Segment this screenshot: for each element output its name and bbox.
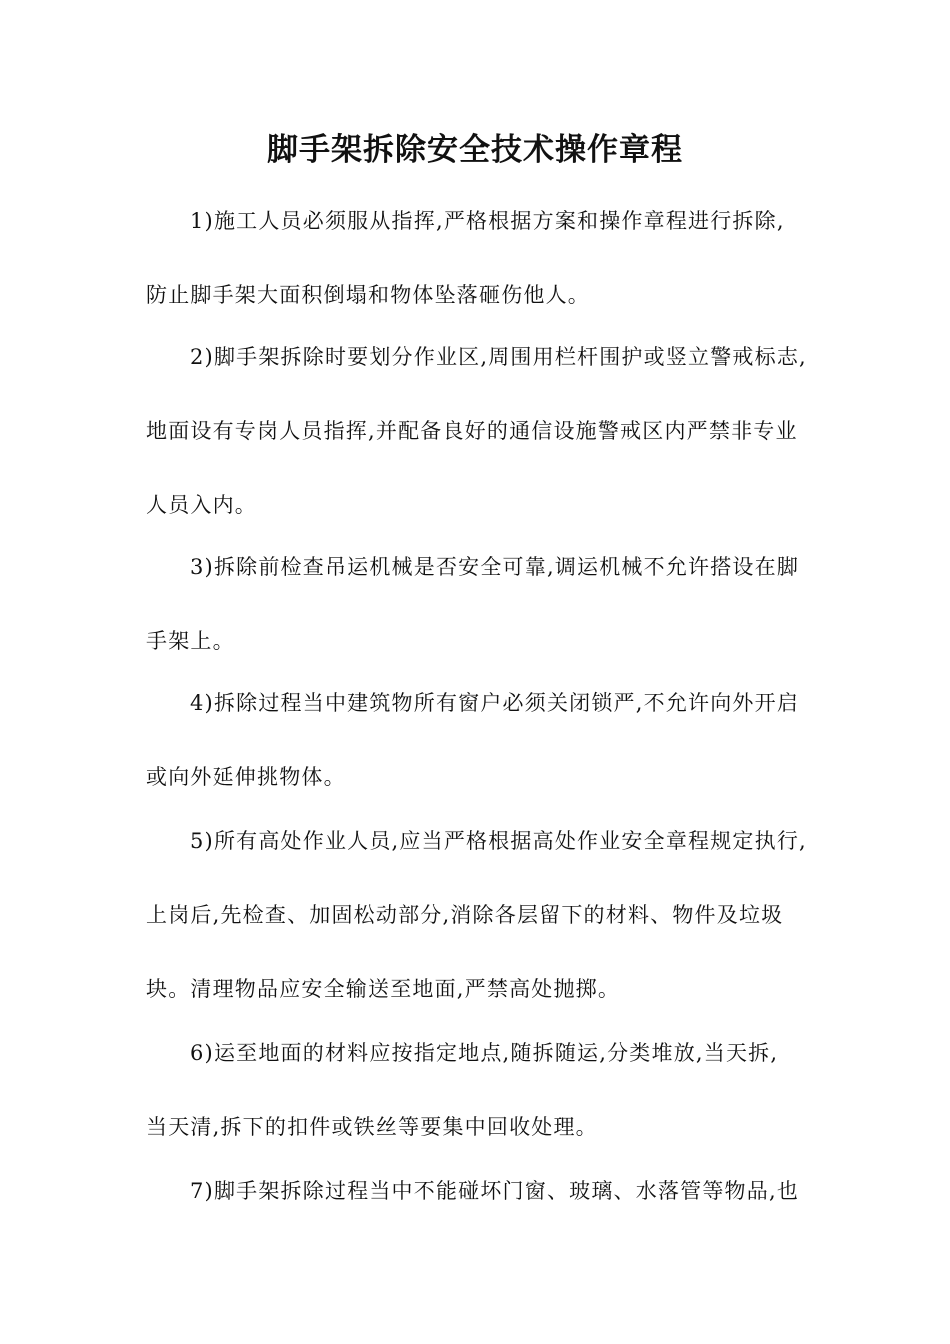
paragraph-5-line-2: 上岗后,先检查、加固松动部分,消除各层留下的材料、物件及垃圾: [146, 903, 784, 927]
paragraph-2-line-1: 2)脚手架拆除时要划分作业区,周围用栏杆围护或竖立警戒标志,: [190, 345, 807, 369]
paragraph-5-line-3: 块。清理物品应安全输送至地面,严禁高处抛掷。: [146, 977, 621, 1001]
paragraph-7-line-1: 7)脚手架拆除过程当中不能碰坏门窗、玻璃、水落管等物品,也: [190, 1179, 800, 1203]
paragraph-4-line-1: 4)拆除过程当中建筑物所有窗户必须关闭锁严,不允许向外开启: [190, 691, 800, 715]
paragraph-6-line-2: 当天清,拆下的扣件或铁丝等要集中回收处理。: [146, 1115, 598, 1139]
paragraph-6-line-1: 6)运至地面的材料应按指定地点,随拆随运,分类堆放,当天拆,: [190, 1041, 779, 1065]
paragraph-1-line-2: 防止脚手架大面积倒塌和物体坠落砸伤他人。: [146, 283, 590, 307]
document-title: 脚手架拆除安全技术操作章程: [267, 132, 683, 168]
paragraph-1-line-1: 1)施工人员必须服从指挥,严格根据方案和操作章程进行拆除,: [190, 209, 785, 233]
paragraph-5-line-1: 5)所有高处作业人员,应当严格根据高处作业安全章程规定执行,: [190, 829, 807, 853]
paragraph-2-line-3: 人员入内。: [146, 493, 257, 517]
paragraph-4-line-2: 或向外延伸挑物体。: [146, 765, 346, 789]
paragraph-3-line-2: 手架上。: [146, 629, 235, 653]
paragraph-3-line-1: 3)拆除前检查吊运机械是否安全可靠,调运机械不允许搭设在脚: [190, 555, 800, 579]
paragraph-2-line-2: 地面设有专岗人员指挥,并配备良好的通信设施警戒区内严禁非专业: [146, 419, 798, 443]
